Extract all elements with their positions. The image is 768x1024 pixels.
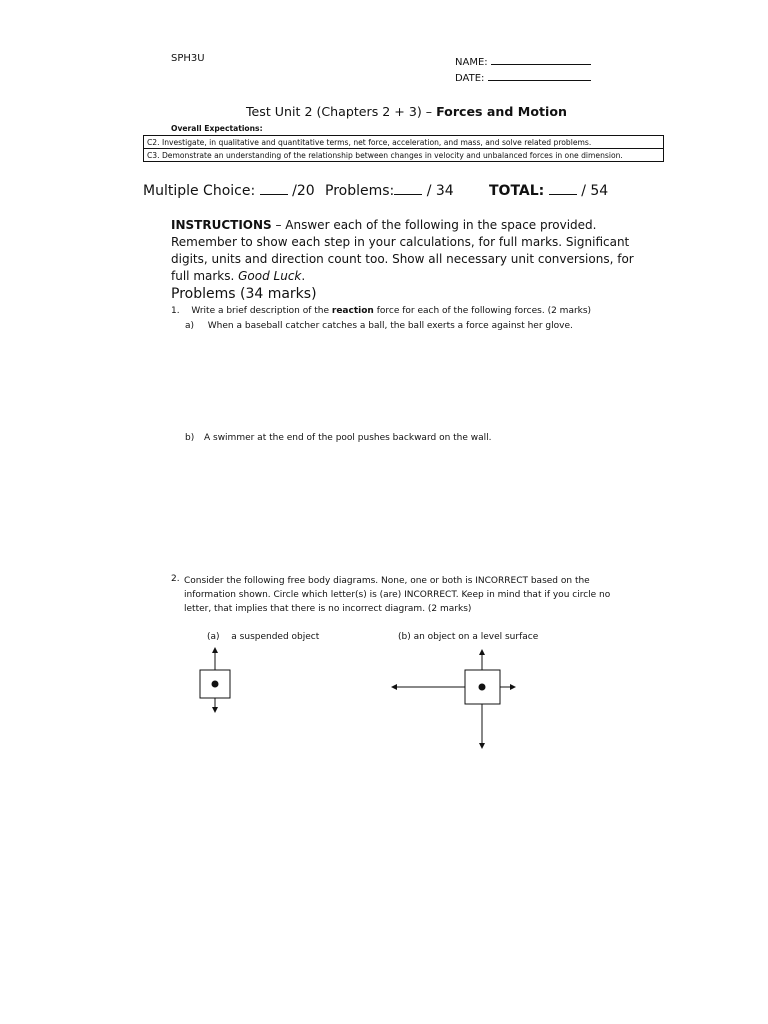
q1b-label: b)	[185, 433, 195, 443]
q1a-label: a)	[185, 321, 195, 331]
instructions-body: – Answer each of the following in the space provided. Remember to show each step in your calculations, for full marks. Significant digits, units and direction count too. Show all necessary unit conversions, for full marks.	[171, 218, 634, 283]
q1-text-after: force for each of the following forces. (2 marks)	[373, 306, 592, 316]
total-label: TOTAL:	[489, 183, 545, 199]
diagram-b-level-surface[interactable]	[392, 650, 515, 748]
q2a-text: a suspended object	[231, 632, 320, 642]
expectations-heading: Overall Expectations:	[171, 124, 263, 133]
q1-text-bold: reaction	[331, 306, 374, 316]
instructions-label: INSTRUCTIONS	[171, 218, 272, 232]
q1-text-before: Write a brief description of the	[191, 306, 332, 316]
q2-number: 2.	[171, 574, 180, 584]
diagram-a-suspended[interactable]	[200, 648, 230, 712]
diagram-b-point	[479, 684, 486, 691]
title-bold: Forces and Motion	[436, 104, 567, 119]
instructions-closing: Good Luck	[238, 269, 302, 283]
total-total: / 54	[581, 183, 609, 199]
q1-number: 1.	[171, 306, 180, 316]
mc-label: Multiple Choice:	[143, 183, 256, 199]
q2b-caption: (b) an object on a level surface	[398, 632, 539, 642]
q2-text: Consider the following free body diagrams. None, one or both is INCORRECT based on the information shown. Circle which letter(s) is (are) INCORRECT. Keep in mind that if you circle no letter, that implies that there is no incorrect diagram. (2 marks)	[184, 576, 611, 614]
expectation-c3: C3. Demonstrate an understanding of the relationship between changes in velocity and unbalanced forces in one dimension.	[144, 149, 664, 162]
date-label: DATE:	[455, 73, 485, 84]
q1a-text: When a baseball catcher catches a ball, the ball exerts a force against her glove.	[207, 321, 573, 331]
q2a-label: (a)	[207, 632, 220, 642]
mc-total: /20	[292, 183, 315, 199]
expectation-c2: C2. Investigate, in qualitative and quantitative terms, net force, acceleration, and mass, and solve related problems.	[144, 136, 664, 149]
problems-heading: Problems (34 marks)	[171, 286, 317, 302]
problems-label: Problems:	[325, 183, 395, 199]
problems-total: / 34	[426, 183, 454, 199]
course-code: SPH3U	[171, 53, 205, 64]
title-main: Test Unit 2 (Chapters 2 + 3) –	[246, 104, 437, 119]
instructions-end: .	[301, 269, 306, 283]
diagram-a-point	[212, 681, 219, 688]
q1b-text: A swimmer at the end of the pool pushes backward on the wall.	[203, 433, 492, 443]
name-label: NAME:	[455, 57, 488, 68]
